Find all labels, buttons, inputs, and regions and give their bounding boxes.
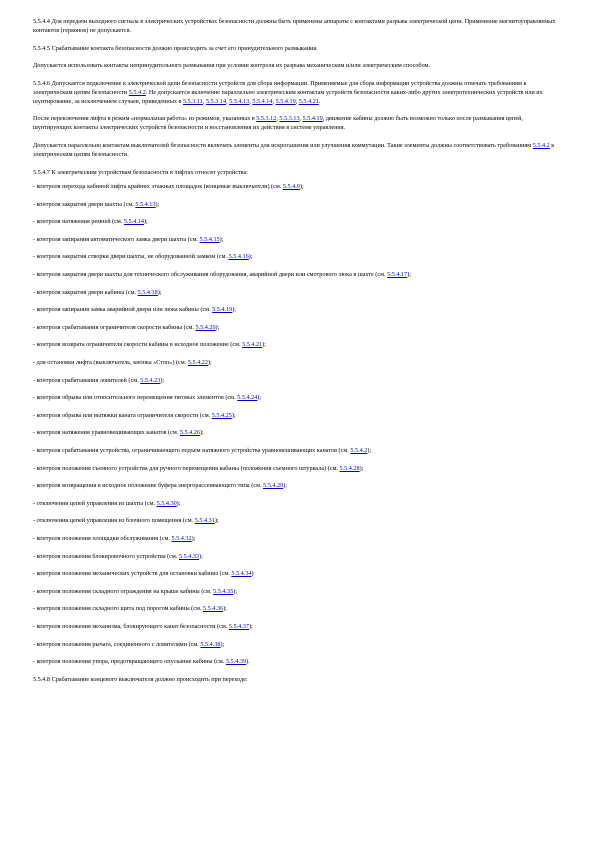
paragraph-text: - контроля положения складного щита под порогом кабины (см. [33, 605, 202, 613]
paragraph-text: ); [207, 359, 212, 366]
paragraph-text: - контроля положения блокировочного устройства (см. [33, 552, 178, 560]
paragraph-text: 5.5.4.6 Допускается подключение к электрической цепи безопасности устройств для сбора информации. Применяемые для сбора информации устройства должны отвечать требованиям к электрическим цепям безопасности [33, 79, 527, 96]
paragraph-text: - контроля запирания замка аварийной двери или люка кабины (см. [33, 306, 211, 314]
clause-link[interactable]: 5.5.4.30 [156, 499, 177, 507]
paragraph-text: - контроля закрытия двери шахты для технического обслуживания оборудования, аварийной двери или смотрового люка в шахте (см. [33, 271, 386, 279]
paragraph: После переключения лифта в режим «нормальная работа» из режимов, указанных в 5.5.3.12, 5.5.3.13, 5.5.4.19, движение кабины должно быть возможно только после размыкания цепей, шунтирующих контакты электрических устройств безопасности и восстановления их действия в системе управления. [33, 115, 523, 132]
clause-link[interactable]: 5.5.4.2 [350, 446, 368, 454]
paragraph [33, 464, 563, 473]
paragraph [33, 235, 563, 244]
clause-link[interactable]: 5.5.4.37 [228, 622, 249, 630]
paragraph [33, 288, 563, 297]
paragraph-text: ); [231, 411, 236, 419]
paragraph-text: ); [219, 235, 224, 243]
paragraph [33, 323, 563, 332]
paragraph [33, 270, 563, 279]
paragraph-text: - контроля положения механизма, блокирующего канат безопасности (см. [33, 622, 228, 630]
paragraph-text: - контроля возвращения в исходное положение буфера энергорассеивающего типа (см. [33, 482, 262, 490]
paragraph-text: - контроля запирания автоматического замка двери шахты (см. [33, 235, 198, 243]
paragraph-text: ); [214, 517, 219, 525]
paragraph-text: - контроля срабатывания ограничителя скорости кабины (см. [33, 323, 194, 331]
clause-link[interactable]: 5.5.4.2 [532, 141, 550, 149]
paragraph-text: Допускается использовать контакты непринудительного размыкания при условии контроля их разрыва механическим и/или электрическим способом. [33, 62, 431, 70]
paragraph-text: ); [407, 271, 411, 279]
paragraph [33, 675, 563, 684]
paragraph-text: - контроля закрытия створки двери шахты, не оборудованной замком (см. [33, 253, 228, 261]
clause-link[interactable]: 5.5.4.22 [187, 359, 208, 366]
paragraph-text: После переключения лифта в режим «нормальная работа» из режимов, указанных в [33, 115, 255, 123]
paragraph-text: ); [299, 183, 304, 191]
clause-link[interactable]: 5.5.4.13 [229, 97, 250, 105]
paragraph-text: - отключения цепей управления из блочного помещения (см. [33, 517, 194, 525]
clause-link[interactable]: 5.5.4.33 [178, 552, 200, 560]
paragraph-text: ); [220, 640, 225, 648]
clause-link[interactable]: 5.5.4.25 [211, 411, 232, 419]
paragraph-text: - контроля срабатывания ловителей (см. [33, 376, 139, 384]
paragraph-text: ); [144, 218, 148, 226]
clause-link[interactable]: 5.5.4.15 [199, 235, 220, 243]
clause-link[interactable]: 5.5.4.19 [212, 306, 233, 314]
paragraph [33, 516, 563, 525]
paragraph [33, 640, 563, 649]
clause-link[interactable]: 5.5.4.26 [179, 429, 200, 437]
paragraph-text: ); [223, 605, 227, 613]
paragraph [33, 534, 563, 543]
paragraph [33, 358, 563, 367]
paragraph-text: - контроля обрыва или вытяжки каната ограничителя скорости (см. [33, 411, 211, 419]
paragraph [33, 252, 563, 261]
paragraph-text: ); [248, 622, 253, 630]
clause-link[interactable]: 5.5.4.13 [135, 200, 156, 208]
paragraph-text: ); [157, 288, 162, 296]
paragraph-text: . Не допускается включение параллельно электрическим контактам устройств безопасности каких-либо других электротехнических устройств или их шунтирование, за исключением случаев, приведенных в [33, 88, 543, 105]
clause-link[interactable]: 5.5.3.14 [205, 97, 227, 105]
paragraph [33, 44, 563, 53]
clause-link[interactable]: 5.5.4.32 [171, 534, 192, 542]
paragraph-text: - контроля положения рычага, соединенного с ловителями (см. [33, 640, 199, 648]
paragraph-text: к электрическим цепям безопасности. [33, 141, 555, 158]
paragraph-text: ) [251, 570, 254, 578]
paragraph [33, 393, 563, 402]
paragraph-text: - контроля положения съемного устройства для ручного перемещения кабины (положения съемного штурвала) (см. [33, 464, 338, 472]
paragraph-text: ); [160, 376, 165, 384]
paragraph [33, 446, 563, 455]
paragraph-text: ); [155, 200, 160, 208]
clause-link[interactable]: 5.5.4.2 [128, 88, 146, 96]
paragraph [33, 168, 563, 177]
paragraph-text: ); [359, 464, 364, 472]
paragraph-text: - контроля закрытия двери кабины (см. [33, 288, 137, 296]
clause-link[interactable]: 5.5.3.11 [182, 97, 203, 105]
paragraph-text: ); [262, 341, 266, 349]
paragraph-text: ); [199, 552, 203, 560]
clause-link[interactable]: 5.5.4.28 [339, 464, 360, 472]
paragraph [33, 587, 563, 596]
clause-link[interactable]: 5.5.4.38 [200, 640, 221, 648]
clause-link[interactable]: 5.5.4.19 [275, 97, 296, 105]
paragraph [33, 376, 563, 385]
paragraph-text: - контроля положения площадки обслуживания (см. [33, 534, 170, 542]
paragraph-text: ). [246, 658, 250, 666]
paragraph [33, 17, 563, 35]
clause-link[interactable]: 5.5.4.39 [225, 658, 247, 666]
paragraph-text: ); [248, 253, 253, 261]
clause-link[interactable]: 5.5.4.18 [137, 288, 158, 296]
clause-link[interactable]: 5.5.4.21 [298, 97, 319, 105]
clause-link[interactable]: 5.5.3.13 [279, 115, 300, 123]
paragraph [33, 552, 563, 561]
clause-link[interactable]: 5.5.4.23 [140, 376, 161, 384]
paragraph-text: ); [283, 482, 287, 490]
paragraph-text: - контроля положения складного ограждения на крыше кабины (см. [33, 587, 212, 595]
paragraph [33, 622, 563, 631]
paragraph-text: Допускается параллельно контактам выключателей безопасности включать элементы для искрогашения или улучшения коммутации. Такие элементы должны соответствовать требованиям [33, 141, 532, 149]
paragraph [33, 657, 563, 666]
clause-link[interactable]: 5.5.4.29 [263, 482, 284, 490]
paragraph-text: - контроля закрытия двери шахты (см. [33, 200, 134, 208]
paragraph [33, 182, 563, 191]
clause-link[interactable]: 5.5.4.9 [282, 183, 300, 191]
paragraph-text: - контроля положения механических устройств для остановки кабины (см. [33, 570, 230, 578]
clause-link[interactable]: 5.5.4.31 [194, 517, 215, 525]
clause-link[interactable]: 5.5.4.19 [302, 115, 323, 123]
paragraph [33, 481, 563, 490]
paragraph [33, 305, 563, 314]
paragraph [33, 61, 563, 70]
clause-link[interactable]: 5.5.4.20 [195, 323, 216, 331]
paragraph [33, 499, 563, 508]
paragraph [33, 141, 563, 159]
paragraph-text: ); [233, 587, 237, 595]
paragraph [33, 340, 563, 349]
clause-link[interactable]: 5.5.4.35 [213, 587, 234, 595]
paragraph-text: ); [191, 534, 196, 542]
paragraph-text: 5.5.4.5 Срабатывание контакта безопасности должно происходить за счет его принудительного размыкания. [33, 44, 318, 52]
paragraph-text: ); [176, 499, 181, 507]
paragraph-text: ); [257, 394, 262, 402]
clause-link[interactable]: 5.5.4.36 [202, 605, 224, 613]
paragraph-text: , движение кабины должно быть возможно только после размыкания цепей, шунтирующих контакты электрических устройств безопасности и восстановления их действия в системе управления. [33, 115, 523, 132]
paragraph-text: - контроля возврата ограничителя скорости кабины в исходное положение (см. [33, 341, 241, 349]
paragraph-text: - контроля положения упора, предотвращающего опускание кабины (см. [33, 658, 225, 666]
paragraph [33, 604, 563, 613]
paragraph [33, 200, 563, 209]
clause-link[interactable]: 5.5.3.12 [256, 115, 277, 123]
paragraph [33, 411, 563, 420]
paragraph-text: 5.5.4.7 К электрическим устройствам безопасности в лифтах относят устройства: [33, 168, 248, 176]
paragraph [33, 217, 563, 226]
paragraph-text: - отключения цепей управления из шахты (см. [33, 499, 156, 507]
paragraph: 5.5.4.6 Допускается подключение к электрической цепи безопасности устройств для сбора информации. Применяемые для сбора информации устройства должны отвечать требованиям к электрическим цепям безопасности 5.5.4.2. Не допускается включение параллельно электрическим контактам устройств безопасности каких-либо других электротехнических устройств или их шунтирование, за исключением случаев, приведенных в 5.5.3.11, 5.5.3.14, 5.5.4.13, 5.5.4.14, 5.5.4.19, 5.5.4.21. [33, 79, 543, 105]
clause-link[interactable]: 5.5.4.17 [387, 271, 408, 279]
paragraph-text: ); [199, 429, 204, 437]
document-body [33, 17, 563, 692]
paragraph-text: . [318, 97, 321, 105]
clause-link[interactable]: 5.5.4.21 [242, 341, 263, 349]
paragraph-text: ); [215, 323, 220, 331]
paragraph-text: 5.5.4.8 Срабатывание концевого выключателя должно происходить при переходе: [33, 675, 248, 683]
paragraph-text: ); [232, 306, 237, 314]
clause-link[interactable]: 5.5.4.14 [252, 97, 273, 105]
paragraph-text: ); [367, 446, 372, 454]
paragraph-text: - контроля перехода кабиной лифта крайних этажных площадок (концевые выключатели) (см. [33, 183, 282, 191]
paragraph-text: - для остановки лифта (выключатель, кнопка «Стоп») (см. [33, 359, 187, 366]
paragraph [33, 569, 563, 578]
clause-link[interactable]: 5.5.4.16 [228, 253, 249, 261]
paragraph-text: - контроля натяжения ремней (см. [33, 218, 123, 226]
paragraph-text: 5.5.4.4 Для передачи выходного сигнала в электрических устройствах безопасности должны быть применены аппараты с контактами разрыва электрической цепи. Применение магнитоуправляемых контактов (герконов) не допускается. [33, 18, 556, 34]
paragraph-text: - контроля срабатывания устройства, ограничивающего подъем натяжного устройства уравновешивающих канатов (см. [33, 446, 349, 454]
paragraph [33, 428, 563, 437]
clause-link[interactable]: 5.5.4.24 [237, 394, 258, 402]
clause-link[interactable]: 5.5.4.34 [231, 570, 252, 578]
clause-link[interactable]: 5.5.4.14 [123, 218, 144, 226]
paragraph-text: - контроля натяжения уравновешивающих канатов (см. [33, 429, 179, 437]
paragraph-text: - контроля обрыва или относительного перемещения тяговых элементов (см. [33, 394, 236, 402]
